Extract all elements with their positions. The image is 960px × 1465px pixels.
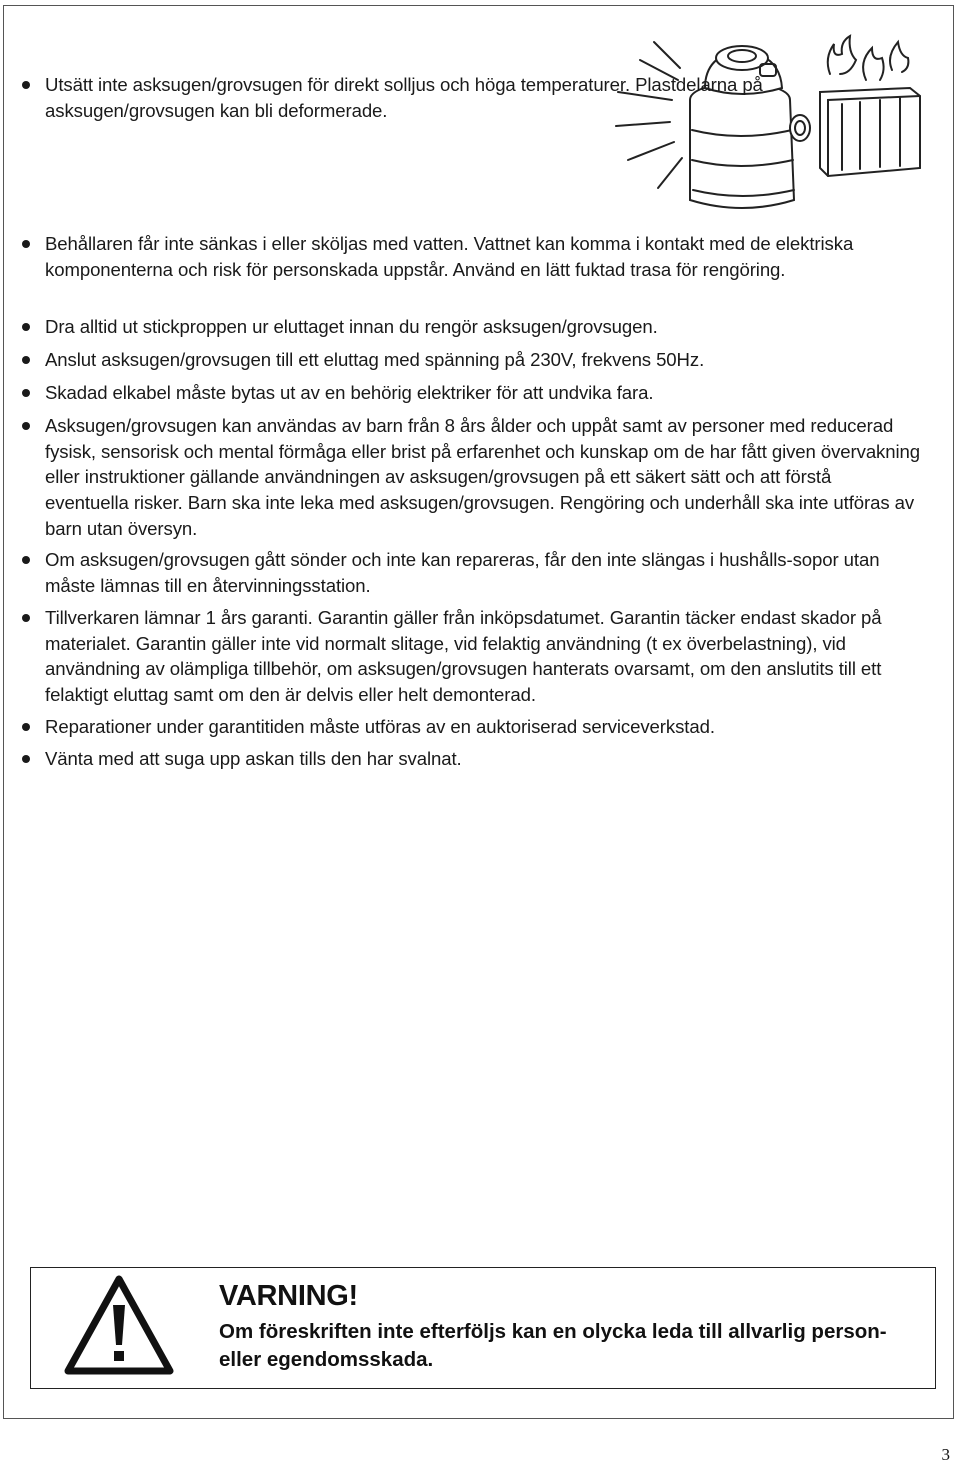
vacuum-sun-fire-illustration bbox=[610, 30, 940, 220]
warning-title: VARNING! bbox=[219, 1280, 358, 1312]
list-item: Tillverkaren lämnar 1 års garanti. Garantin gäller från inköpsdatumet. Garantin täcker endast skador på materialet. Garantin gäller inte vid normalt slitage, vid felaktig användning (t ex överbelastning), vid användning av olämpliga tillbehör, om asksugen/grovsugen hanterats ovarsamt, om den anslutits till ett felaktigt eluttag samt om den är delvis eller helt demonterad. bbox=[20, 605, 920, 708]
page-number: 3 bbox=[941, 1445, 950, 1464]
list-item: Anslut asksugen/grovsugen till ett eluttag med spänning på 230V, frekvens 50Hz. bbox=[20, 347, 920, 373]
warning-triangle-icon bbox=[64, 1273, 174, 1377]
list-item: Reparationer under garantitiden måste utföras av en auktoriserad serviceverkstad. bbox=[20, 714, 920, 740]
list-item: Dra alltid ut stickproppen ur eluttaget innan du rengör asksugen/grovsugen. bbox=[20, 314, 920, 340]
list-item: Skadad elkabel måste bytas ut av en behörig elektriker för att undvika fara. bbox=[20, 380, 920, 406]
list-item: Om asksugen/grovsugen gått sönder och inte kan repareras, får den inte slängas i hushålls-sopor utan måste lämnas till en återvinningsstation. bbox=[20, 547, 920, 598]
list-item: Vänta med att suga upp askan tills den har svalnat. bbox=[20, 746, 920, 772]
list-item: Behållaren får inte sänkas i eller sköljas med vatten. Vattnet kan komma i kontakt med de elektriska komponenterna och risk för personskada uppstår. Använd en lätt fuktad trasa för rengöring. bbox=[20, 231, 920, 282]
list-item: Utsätt inte asksugen/grovsugen för direkt solljus och höga temperaturer. Plastdelarna på asksugen/grovsugen kan bli deformerade. bbox=[20, 72, 920, 123]
list-item: Asksugen/grovsugen kan användas av barn från 8 års ålder och uppåt samt av personer med reducerad fysisk, sensorisk och mental förmåga eller brist på erfarenhet och kunskap om de har fått given övervakning eller instruktioner gällande användningen av asksugen/grovsugen på ett säkert sätt och att förstå eventuella risker. Barn ska inte leka med asksugen/grovsugen. Rengöring och underhåll ska inte utföras av barn utan översyn. bbox=[20, 413, 920, 542]
warning-text: Om föreskriften inte efterföljs kan en olycka leda till allvarlig person- eller egendomsskada. bbox=[219, 1320, 887, 1371]
